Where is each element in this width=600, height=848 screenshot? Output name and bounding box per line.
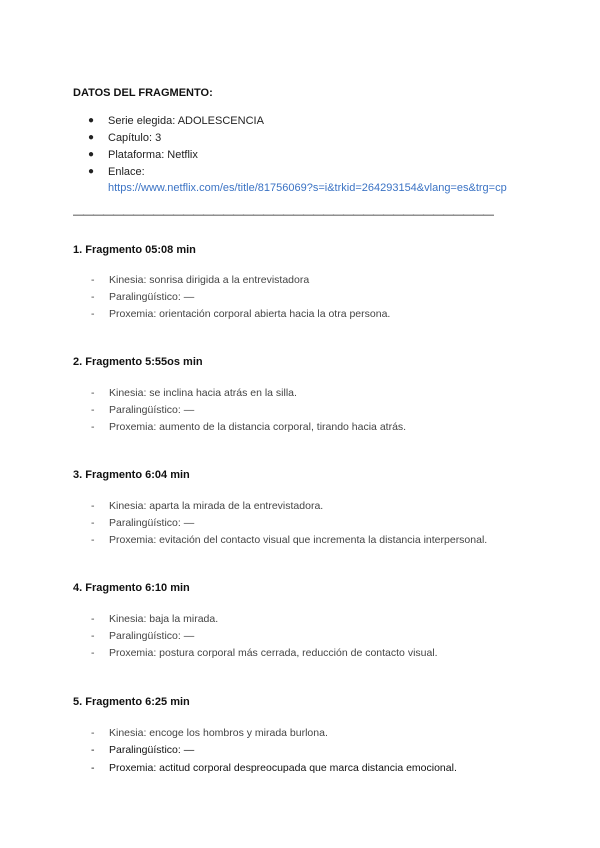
- list-item-text: Kinesia: encoge los hombros y mirada burlona.: [109, 727, 328, 739]
- bullet-icon: ●: [88, 115, 95, 126]
- list-item-text: Paralingüístico: —: [109, 630, 195, 642]
- fragment-title: 5. Fragmento 6:25 min: [73, 696, 190, 708]
- list-item: - Paralingüístico: —: [91, 517, 195, 529]
- detail-text: Enlace:: [108, 166, 145, 178]
- list-item: - Proxemia: postura corporal más cerrada, reducción de contacto visual.: [91, 647, 438, 659]
- detail-text: Plataforma: Netflix: [108, 149, 198, 161]
- fragment-title: 4. Fragmento 6:10 min: [73, 582, 190, 594]
- separator-line: ——————————————————————————————————————————: [73, 209, 493, 221]
- list-item-text: Paralingüístico: —: [109, 517, 195, 529]
- fragment-title: 1. Fragmento 05:08 min: [73, 244, 196, 256]
- list-item-text: Proxemia: evitación del contacto visual que incrementa la distancia interpersonal.: [109, 534, 488, 546]
- detail-text: Serie elegida: ADOLESCENCIA: [108, 115, 264, 127]
- list-item-text: Kinesia: se inclina hacia atrás en la silla.: [109, 387, 297, 399]
- list-item-text: Proxemia: aumento de la distancia corporal, tirando hacia atrás.: [109, 421, 407, 433]
- detail-link-label: [88, 166, 145, 178]
- list-item: - Proxemia: actitud corporal despreocupada que marca distancia emocional.: [91, 762, 457, 774]
- list-item: - Paralingüístico: —: [91, 404, 195, 416]
- list-item-text: Kinesia: aparta la mirada de la entrevistadora.: [109, 500, 324, 512]
- list-item: - Paralingüístico: —: [91, 630, 195, 642]
- detail-text: Capítulo: 3: [108, 132, 162, 144]
- list-item-text: Paralingüístico: —: [109, 291, 195, 303]
- list-item-text: Kinesia: baja la mirada.: [109, 613, 219, 625]
- bullet-icon: ●: [88, 132, 95, 143]
- list-item: - Paralingüístico: —: [91, 744, 195, 756]
- fragment-title: 2. Fragmento 5:55os min: [73, 356, 203, 368]
- bullet-icon: ●: [88, 149, 95, 160]
- list-item: - Paralingüístico: —: [91, 291, 195, 303]
- list-item-text: Paralingüístico: —: [109, 744, 195, 756]
- netflix-link[interactable]: https://www.netflix.com/es/title/81756069?s=i&trkid=264293154&vlang=es&trg=cp: [108, 182, 507, 194]
- list-item: - Kinesia: aparta la mirada de la entrevistadora.: [91, 500, 324, 512]
- list-item: - Proxemia: orientación corporal abierta hacia la otra persona.: [91, 308, 391, 320]
- section-heading: DATOS DEL FRAGMENTO:: [73, 87, 213, 99]
- list-item-text: Kinesia: sonrisa dirigida a la entrevistadora: [109, 274, 310, 286]
- list-item: - Proxemia: evitación del contacto visual que incrementa la distancia interpersonal.: [91, 534, 488, 546]
- list-item-text: Proxemia: orientación corporal abierta hacia la otra persona.: [109, 308, 391, 320]
- detail-platform: [88, 149, 198, 161]
- list-item: - Kinesia: sonrisa dirigida a la entrevistadora: [91, 274, 310, 286]
- list-item-text: Paralingüístico: —: [109, 404, 195, 416]
- list-item: - Proxemia: aumento de la distancia corporal, tirando hacia atrás.: [91, 421, 407, 433]
- list-item: - Kinesia: se inclina hacia atrás en la silla.: [91, 387, 297, 399]
- detail-chapter: [88, 132, 161, 144]
- fragment-title: 3. Fragmento 6:04 min: [73, 469, 190, 481]
- list-item-text: Proxemia: actitud corporal despreocupada que marca distancia emocional.: [109, 762, 457, 774]
- list-item-text: Proxemia: postura corporal más cerrada, reducción de contacto visual.: [109, 647, 438, 659]
- list-item: - Kinesia: encoge los hombros y mirada burlona.: [91, 727, 328, 739]
- list-item: - Kinesia: baja la mirada.: [91, 613, 219, 625]
- detail-series: [88, 115, 264, 127]
- bullet-icon: ●: [88, 166, 95, 177]
